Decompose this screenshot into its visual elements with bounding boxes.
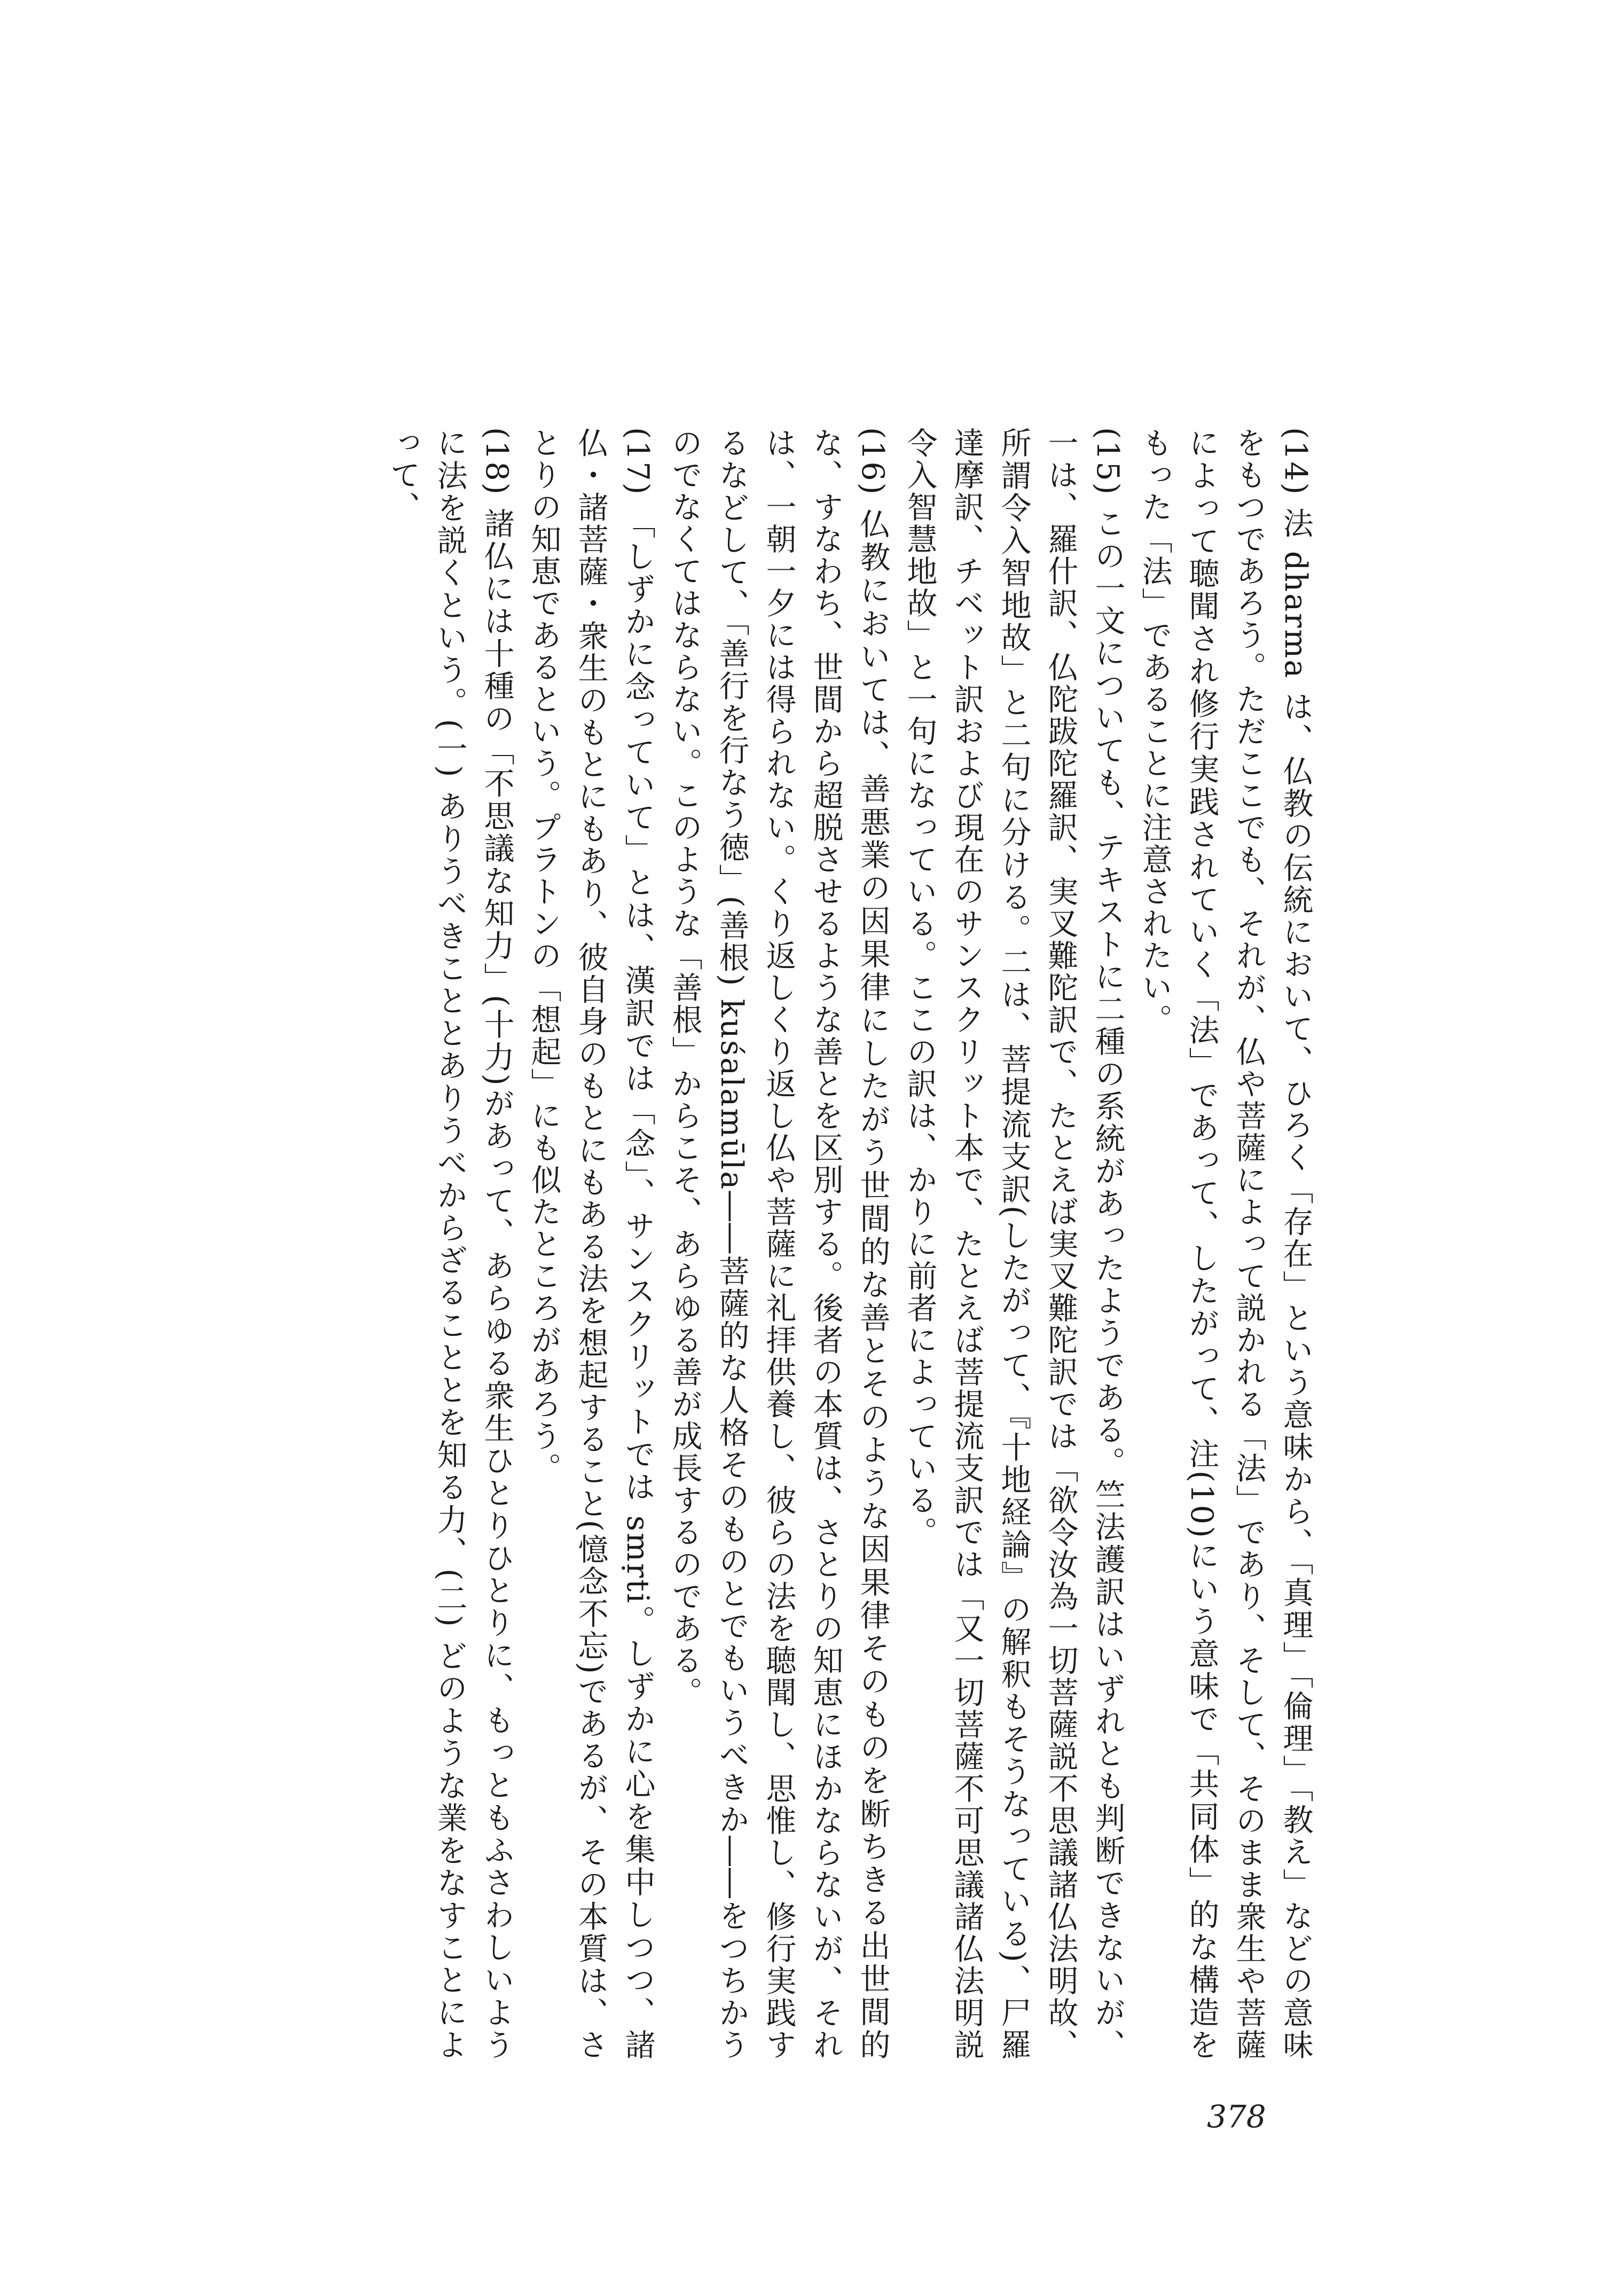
endnote-15: (15) この一文についても、テキストに二種の系統があったようである。竺法護訳はいずれとも判断できないが、一は、羅什訳、仏陀跋陀羅訳、実叉難陀訳で、たとえば実叉難陀訳では「欲令汝為一切菩薩説不思議諸仏法明故、所謂令入智地故」と二句に分ける。二は、菩提流支訳(したがって、『十地経論』の解釈もそうなっている)、尸羅達摩訳、チベット訳および現在のサンスクリット本で、たとえば菩提流支訳では「又一切菩薩不可思議諸仏法明説令入智慧地故」と一句になっている。ここの訳は、かりに前者によっている。 bbox=[902, 427, 1125, 2061]
endnote-14: (14) 法 dharma は、仏教の伝統において、ひろく「存在」という意味から、「真理」「倫理」「教え」などの意味をもつであろう。ただここでも、それが、仏や菩薩によって説かれる「法」であり、そして、そのまま衆生や菩薩によって聴聞され修行実践されていく「法」であって、したがって、注(10)にいう意味で「共同体」的な構造をもった「法」であることに注意されたい。 bbox=[1137, 427, 1313, 2061]
endnote-18: (18) 諸仏には十種の「不思議な知力」(十力)があって、あらゆる衆生ひとりひとりに、もっともふさわしいように法を説くという。(一) ありうべきこととありうべからざることとを知る力、(二) どのような業をなすことによって、 bbox=[385, 427, 514, 2061]
endnote-16: (16) 仏教においては、善悪業の因果律にしたがう世間的な善とそのような因果律そのものを断ちきる出世間的な、すなわち、世間から超脱させるような善とを区別する。後者の本質は、さとりの知恵にほかならないが、それは、一朝一夕には得られない。くり返しくり返し仏や菩薩に礼拝供養し、彼らの法を聴聞し、思惟し、修行実践するなどして、「善行を行なう徳」(善根) kuśalamūla――菩薩的な人格そのものとでもいうべきか――をつちかうのでなくてはならない。このような「善根」からこそ、あらゆる善が成長するのである。 bbox=[667, 427, 890, 2061]
page-number: 378 bbox=[1207, 2098, 1266, 2135]
endnotes-text bbox=[251, 427, 1319, 2061]
endnote-17: (17) 「しずかに念っていて」とは、漢訳では「念」、サンスクリットでは smṛti。しずかに心を集中しつつ、諸仏・諸菩薩・衆生のもとにもあり、彼自身のもとにもある法を想起すること(憶念不忘)であるが、その本質は、さとりの知恵であるという。プラトンの「想起」にも似たところがあろう。 bbox=[526, 427, 655, 2061]
